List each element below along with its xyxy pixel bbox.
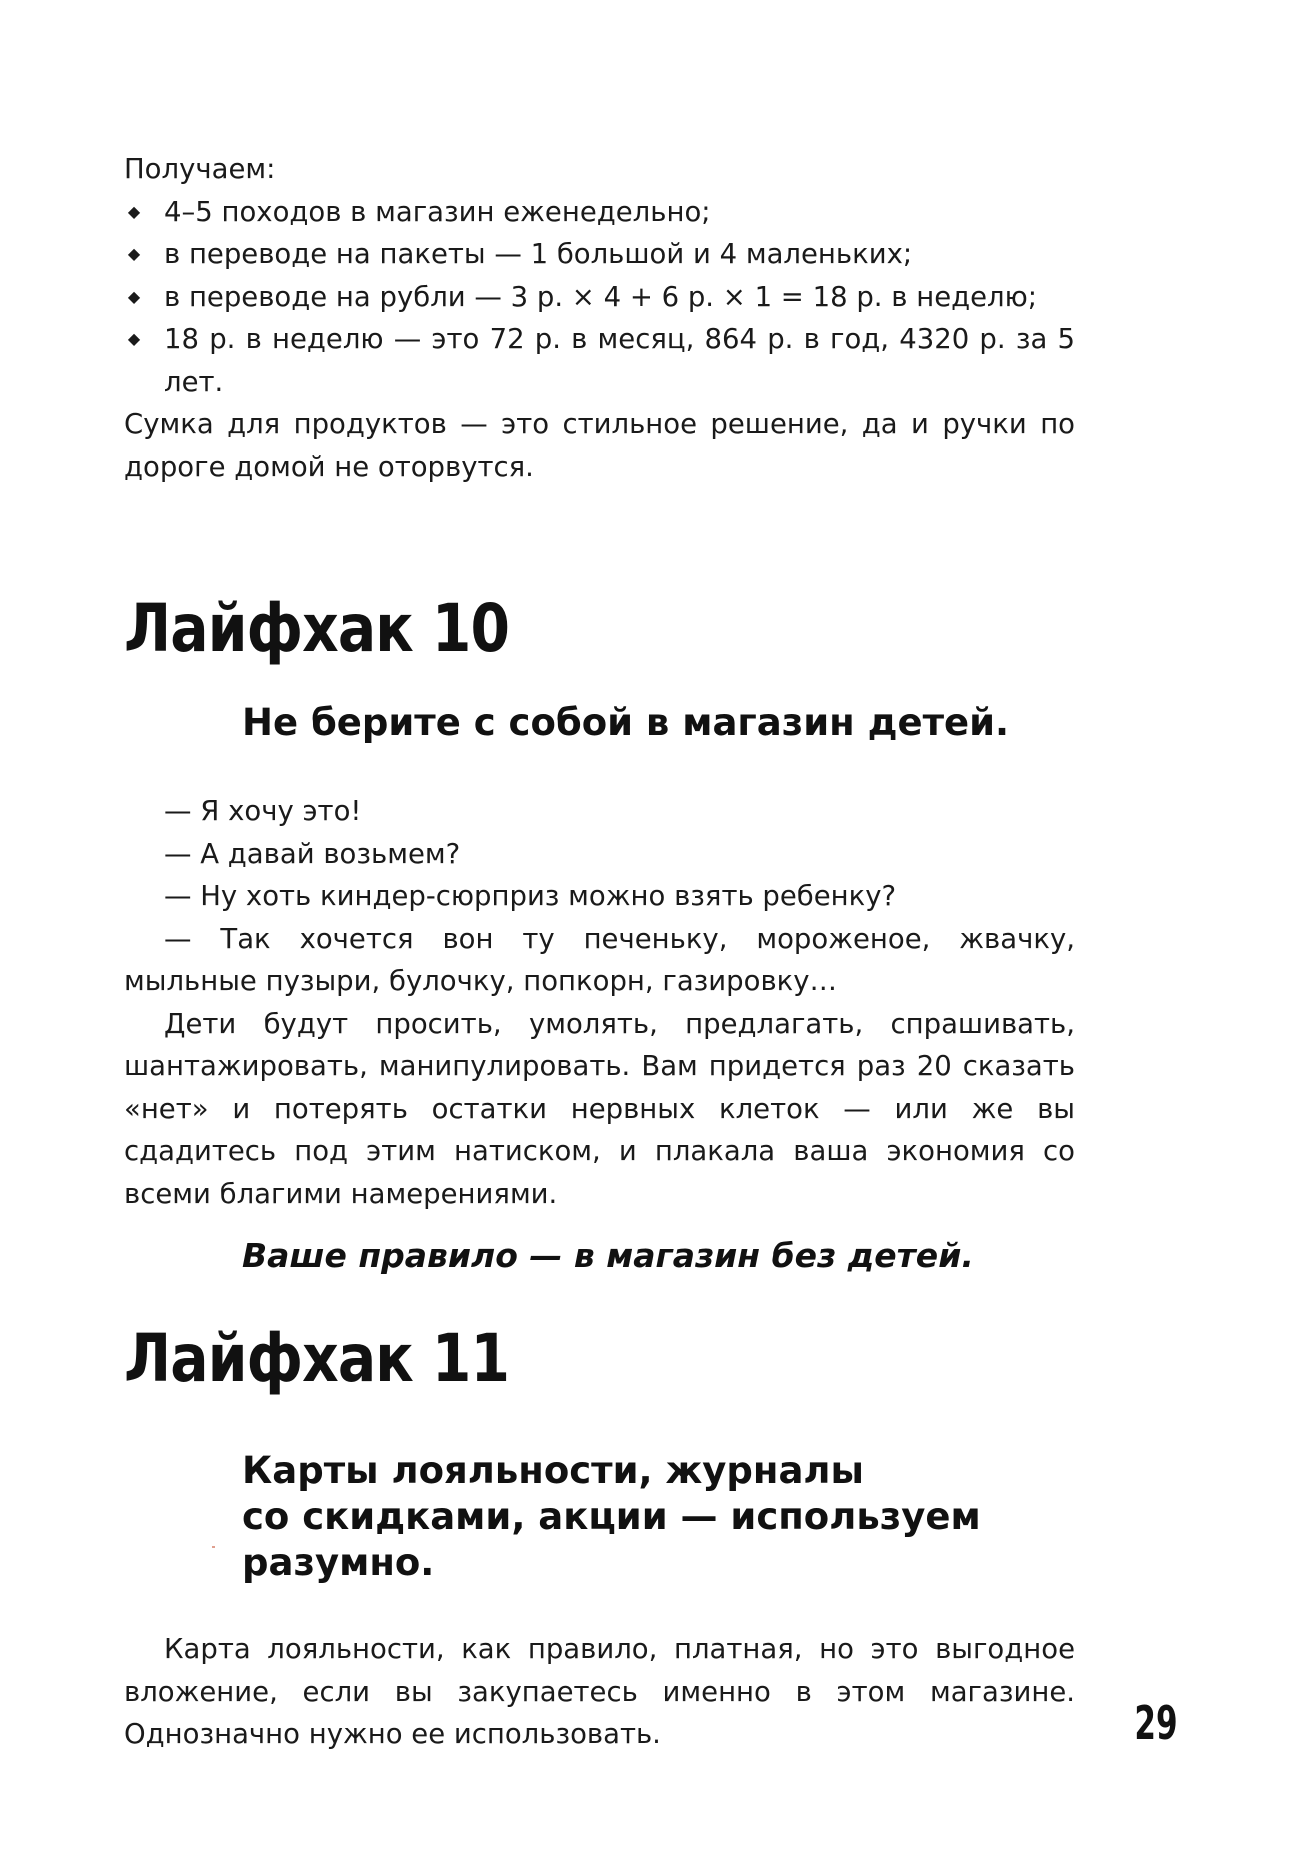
bullet-text: в переводе на рубли — 3 р. × 4 + 6 р. × 1 = 18 р. в неделю; [164, 280, 1038, 313]
hack-10-subtitle: Не берите с собой в магазин детей. [242, 701, 1010, 744]
hack-10-rule: Ваше правило — в магазин без детей. [242, 1236, 974, 1275]
dialogue-line: — А давай возьмем? [164, 837, 461, 870]
hack-11-subtitle-line: со скидками, акции — используем [242, 1495, 981, 1538]
bullet-item [124, 318, 1075, 403]
diamond-bullet-icon: ◆ [127, 244, 141, 263]
hack-11-body [124, 1628, 1075, 1756]
hack-10-body [124, 790, 1075, 1215]
dialogue-line: — Так хочется вон ту печеньку, мороженое, жвачку, мыльные пузыри, булочку, попкорн, газировку… [124, 922, 1075, 997]
bullet-text: в переводе на пакеты — 1 большой и 4 маленьких; [164, 238, 913, 270]
diamond-bullet-icon: ◆ [127, 286, 141, 306]
savings-bullet-list [124, 191, 1075, 404]
hack-11-subtitle-line: разумно. [242, 1541, 435, 1584]
bullet-item [124, 276, 1075, 319]
hack-10-paragraph: Дети будут просить, умолять, предлагать, спрашивать, шантажировать, манипулировать. Вам придется раз 20 сказать «нет» и потерять остатки нервных клеток — или же вы сдадитесь под этим натиском, и плакала ваша экономия со всеми благими намерениями. [124, 1007, 1075, 1210]
print-speck [212, 1546, 215, 1548]
intro-section [124, 148, 1075, 488]
bullet-text: 4–5 походов в магазин еженедельно; [164, 195, 711, 228]
hack-11-paragraph: Карта лояльности, как правило, платная, но это выгодное вложение, если вы закупаетесь именно в этом магазине. Однозначно нужно ее использовать. [124, 1633, 1075, 1750]
dialogue-line: — Ну хоть киндер-сюрприз можно взять ребенку? [164, 880, 897, 912]
bullet-text: 18 р. в неделю — это 72 р. в месяц, 864 р. в год, 4320 р. за 5 лет. [164, 323, 1075, 398]
diamond-bullet-icon: ◆ [127, 329, 141, 348]
hack-11-title: Лайфхак 11 [124, 1320, 510, 1397]
intro-lead: Получаем: [124, 153, 276, 185]
bullet-item [124, 233, 1075, 276]
bullet-item [124, 191, 1075, 234]
hack-10-title: Лайфхак 10 [124, 590, 510, 667]
hack-11-subtitle [242, 1448, 981, 1586]
diamond-bullet-icon: ◆ [127, 201, 141, 221]
page-number: 29 [1134, 1696, 1178, 1750]
intro-conclusion: Сумка для продуктов — это стильное решение, да и ручки по дороге домой не оторвутся. [124, 408, 1075, 483]
hack-11-subtitle-line: Карты лояльности, журналы [242, 1449, 864, 1492]
dialogue-line: — Я хочу это! [164, 795, 362, 827]
